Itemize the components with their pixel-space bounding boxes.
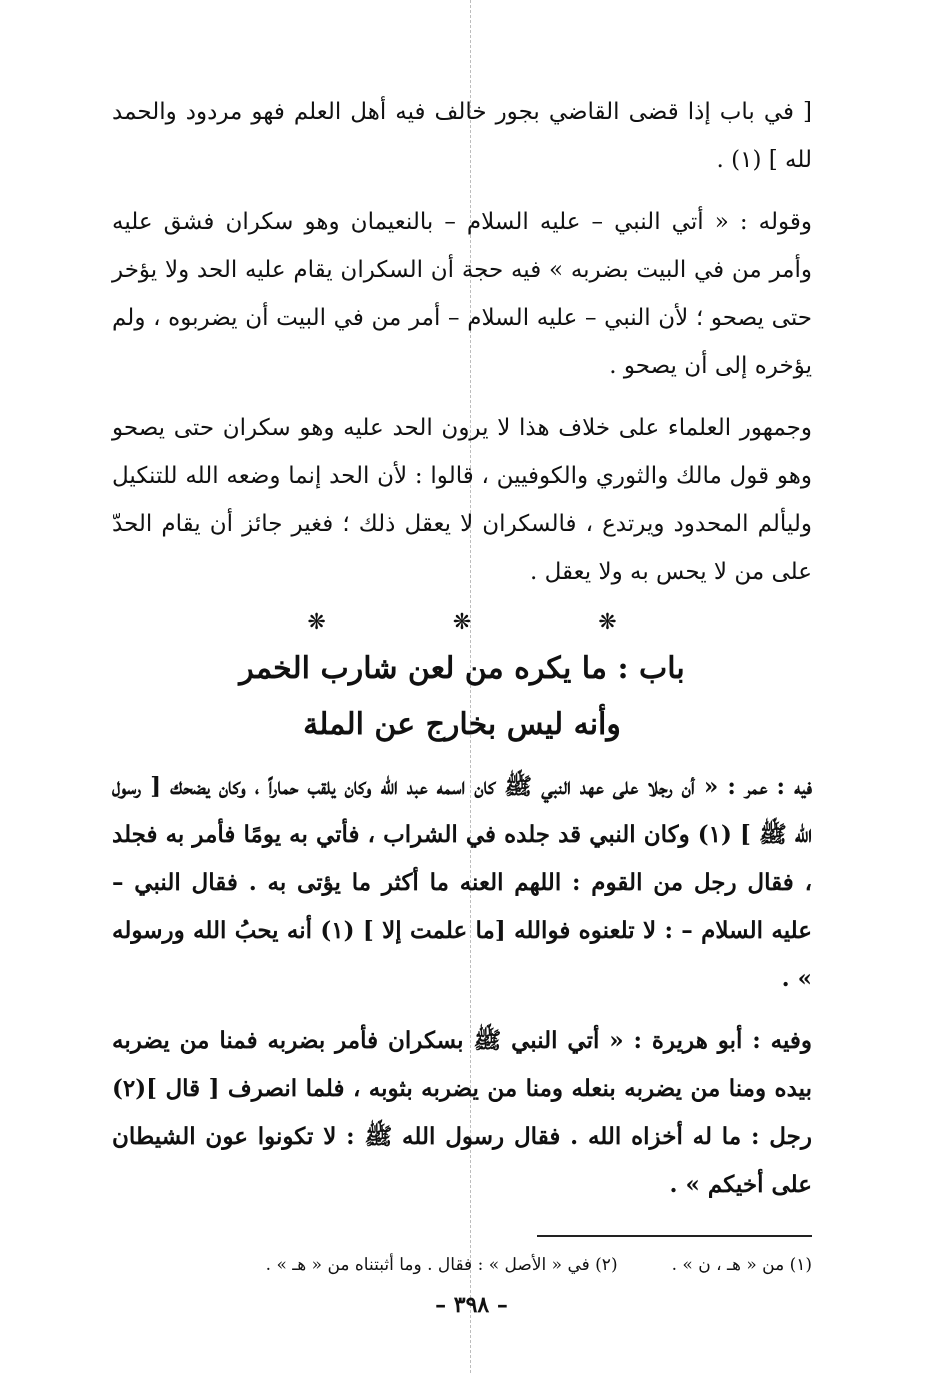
hadith-umar: فيه : عمر : « أن رجلا على عهد النبي ﷺ كان اسمه عبد الله وكان يلقب حماراً ، وكان يضحك [ رسول الله ﷺ ] (١) وكان النبي قد جلده في الشراب ، فأتي به يومًا فأمر به فجلد ، فقال رجل من القوم : اللهم العنه ما أكثر ما يؤتى به . فقال النبي – عليه السلام – : لا تلعنوه فوالله [ما علمت إلا ] (١) أنه يحبُ الله ورسوله » . [112,773,812,992]
paragraph-bab-qadi: [ في باب إذا قضى القاضي بجور خالف فيه أهل العلم فهو مردود والحمد لله ] (١) . [112,99,812,173]
paragraph-jumhur: وجمهور العلماء على خلاف هذا لا يرون الحد عليه وهو سكران حتى يصحو وهو قول مالك والثوري والكوفيين ، قالوا : لأن الحد إنما وضعه الله للتنكيل وليألم المحدود ويرتدع ، فالسكران لا يعقل ذلك ؛ فغير جائز أن يقام الحدّ على من لا يحس به ولا يعقل . [112,415,812,585]
chapter-heading-line-2: وأنه ليس بخارج عن الملة [303,707,621,742]
footnotes [112,1251,812,1279]
section-separator: ❋ ❋ ❋ [307,610,677,635]
footnote-2: (٢) في « الأصل » : فقال . وما أثبتناه من « هـ » . [265,1255,618,1275]
footnote-rule [537,1235,812,1237]
chapter-heading [112,641,812,753]
chapter-heading-line-1: باب : ما يكره من لعن شارب الخمر [239,651,685,686]
paragraph-nuayman: وقوله : « أتي النبي – عليه السلام – بالنعيمان وهو سكران فشق عليه وأمر من في البيت بضربه » فيه حجة أن السكران يقام عليه الحد ولا يؤخر حتى يصحو ؛ لأن النبي – عليه السلام – أمر من في البيت أن يضربوه ، ولم يؤخره إلى أن يصحو . [112,209,812,379]
hadith-abu-hurayra: وفيه : أبو هريرة : « أتي النبي ﷺ بسكران فأمر بضربه فمنا من يضربه بيده ومنا من يضربه بنعله ومنا من يضربه بثوبه ، فلما انصرف [ قال ](٢) رجل : ما له أخزاه الله . فقال رسول الله ﷺ : لا تكونوا عون الشيطان على أخيكم » . [112,1027,812,1198]
page-number: – ٣٩٨ – [435,1292,508,1318]
footnote-1: (١) من « هـ ، ن » . [671,1255,812,1275]
page-body [112,88,812,1279]
